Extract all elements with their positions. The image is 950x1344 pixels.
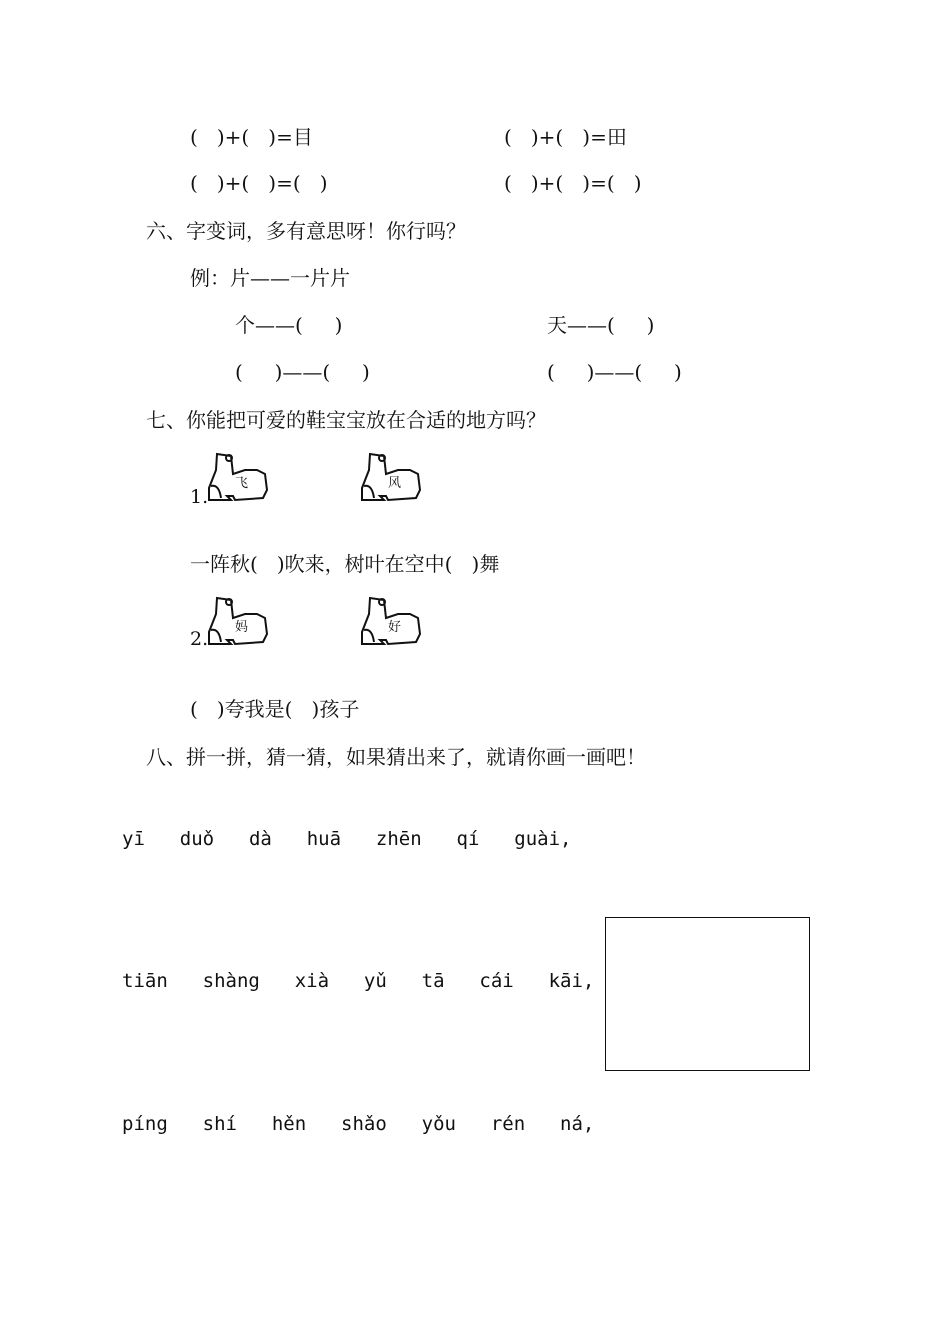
shoe-label: 妈 <box>235 620 249 635</box>
shoe-ma <box>205 594 269 648</box>
pinyin-line-1: yī duǒ dà huā zhēn qí guài, <box>122 828 572 850</box>
section-6-example: 例：片——一片片 <box>190 266 350 290</box>
word-item-4: ( )——( ) <box>547 360 682 384</box>
question-number-1: 1. <box>190 486 209 508</box>
word-item-2: 天——( ) <box>547 313 655 337</box>
pinyin-line-2: tiān shàng xià yǔ tā cái kāi, <box>122 970 595 992</box>
word-item-3: ( )——( ) <box>235 360 370 384</box>
sentence-2: ( )夸我是( )孩子 <box>190 697 360 721</box>
shoe-label: 好 <box>388 620 402 635</box>
shoe-fei <box>205 450 269 504</box>
question-number-2: 2. <box>190 628 209 650</box>
pinyin-line-3: píng shí hěn shǎo yǒu rén ná, <box>122 1113 595 1135</box>
shoe-hao <box>358 594 422 648</box>
section-7-title: 七、你能把可爱的鞋宝宝放在合适的地方吗？ <box>146 408 546 432</box>
shoe-label: 风 <box>388 476 402 491</box>
equation-2: ( )+( )=田 <box>504 125 627 149</box>
section-6-title: 六、字变词，多有意思呀！你行吗？ <box>146 219 466 243</box>
drawing-box[interactable] <box>605 917 810 1071</box>
shoe-feng <box>358 450 422 504</box>
equation-1: ( )+( )=目 <box>190 125 313 149</box>
equation-4: ( )+( )=( ) <box>504 171 642 195</box>
shoe-label: 飞 <box>235 476 249 491</box>
word-item-1: 个——( ) <box>235 313 343 337</box>
section-8-title: 八、拼一拼，猜一猜，如果猜出来了，就请你画一画吧！ <box>146 745 646 769</box>
sentence-1: 一阵秋( )吹来，树叶在空中( )舞 <box>190 552 500 576</box>
equation-3: ( )+( )=( ) <box>190 171 328 195</box>
